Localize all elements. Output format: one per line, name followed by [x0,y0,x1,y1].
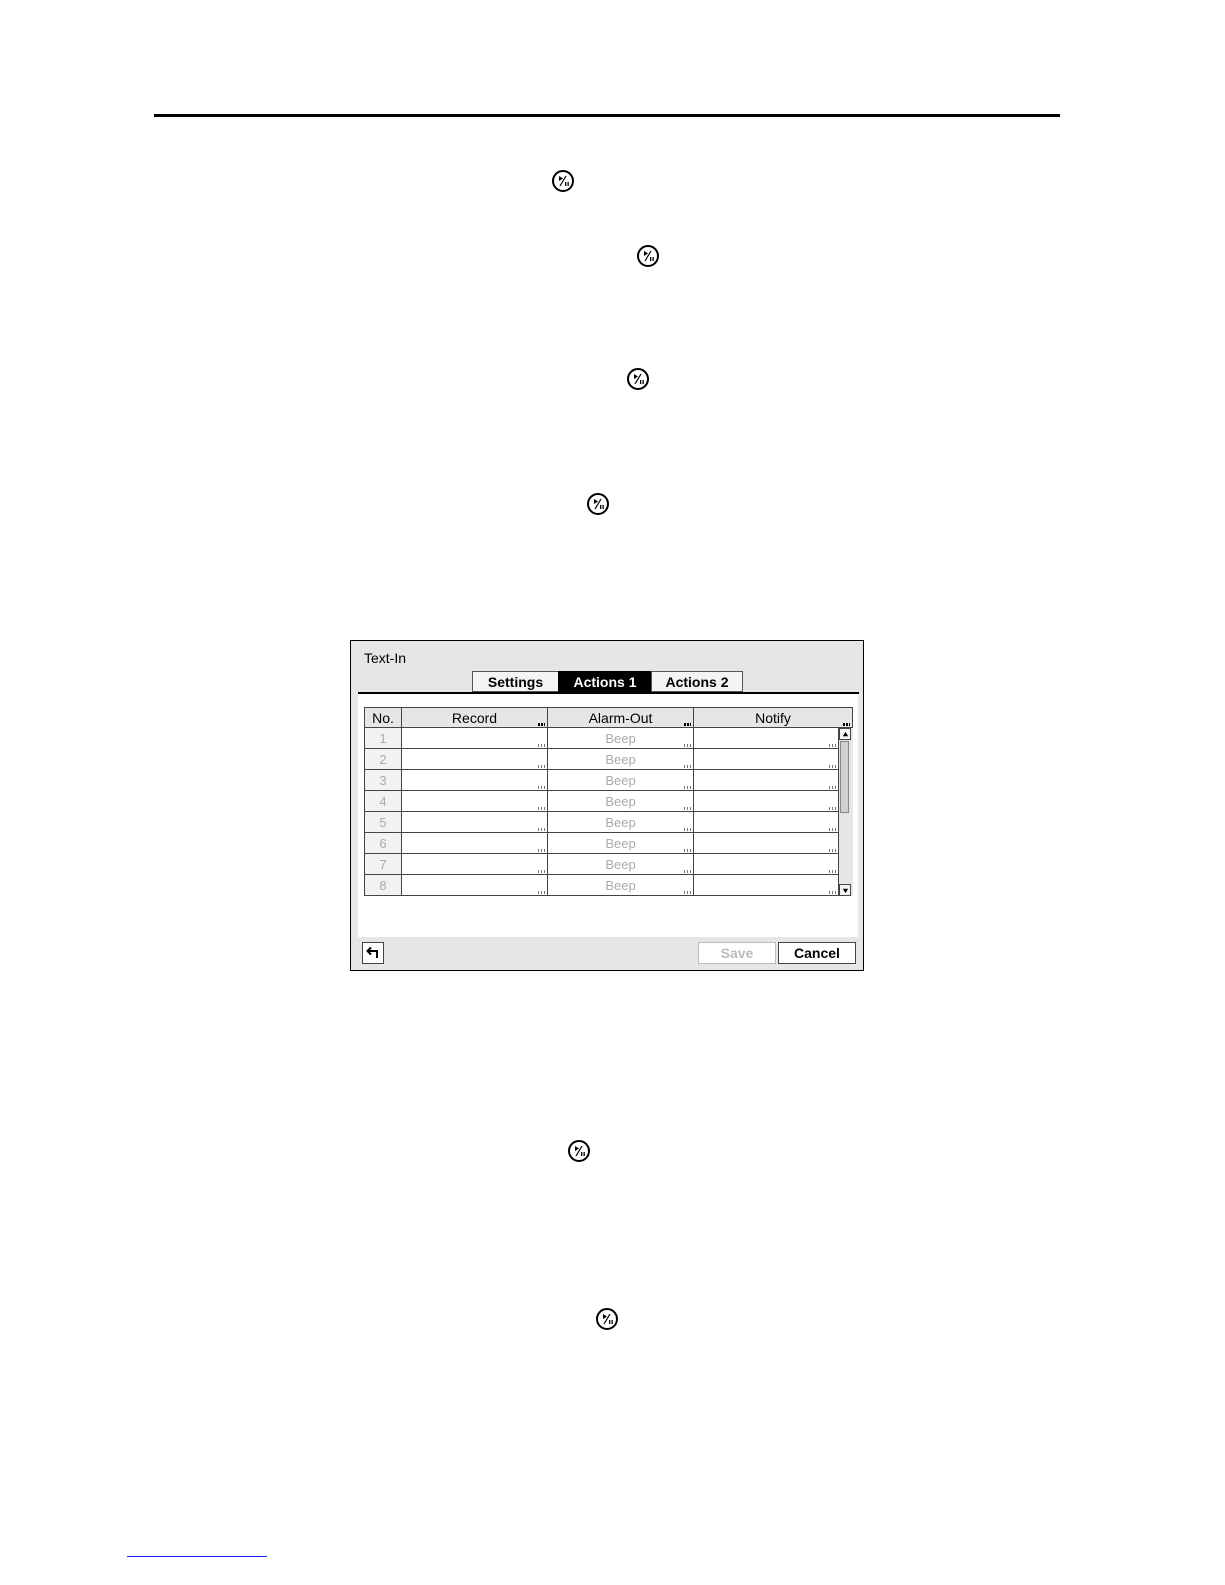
table-row [365,791,853,812]
more-icon [538,849,545,852]
record-cell[interactable] [402,854,548,875]
row-number: 3 [365,770,402,791]
notify-cell[interactable] [694,812,839,833]
record-cell[interactable] [402,770,548,791]
column-header-alarm-out-label: Alarm-Out [588,709,653,726]
more-icon [538,723,545,726]
tab-actions-2[interactable]: Actions 2 [651,671,743,692]
more-icon [684,723,691,726]
return-arrow-icon [365,945,381,961]
alarm-out-value: Beep [605,835,636,851]
tab-bar [472,671,742,693]
column-header-notify-label: Notify [755,709,791,726]
more-icon [829,744,836,747]
record-cell[interactable] [402,749,548,770]
more-icon [538,870,545,873]
alarm-out-cell[interactable] [548,833,694,854]
play-pause-icon [627,368,649,390]
alarm-out-cell[interactable] [548,791,694,812]
play-pause-icon [552,170,574,192]
back-button[interactable] [362,942,384,964]
alarm-out-value: Beep [605,772,636,788]
more-icon [684,807,691,810]
more-icon [538,744,545,747]
actions-table [364,707,853,896]
header-rule [154,114,1060,117]
footer-link-underline [127,1556,267,1557]
alarm-out-value: Beep [605,793,636,809]
notify-cell[interactable] [694,749,839,770]
alarm-out-value: Beep [605,814,636,830]
more-icon [843,723,850,726]
tab-settings[interactable]: Settings [472,671,559,692]
table-row [365,875,853,896]
table-row [365,728,853,749]
more-icon [829,786,836,789]
actions-panel [358,694,858,937]
more-icon [684,828,691,831]
scroll-down-icon[interactable] [839,884,851,896]
row-number: 8 [365,875,402,896]
more-icon [684,870,691,873]
more-icon [829,807,836,810]
more-icon [829,849,836,852]
notify-cell[interactable] [694,833,839,854]
save-button[interactable]: Save [698,942,776,964]
column-header-record-label: Record [451,709,498,726]
scrollbar-thumb[interactable] [840,741,849,813]
more-icon [538,786,545,789]
alarm-out-cell[interactable] [548,812,694,833]
alarm-out-value: Beep [605,877,636,893]
more-icon [538,891,545,894]
record-cell[interactable] [402,812,548,833]
alarm-out-cell[interactable] [548,875,694,896]
more-icon [684,765,691,768]
more-icon [538,765,545,768]
more-icon [829,891,836,894]
more-icon [684,786,691,789]
play-pause-icon [637,245,659,267]
cancel-button[interactable]: Cancel [778,942,856,964]
more-icon [829,765,836,768]
alarm-out-cell[interactable] [548,728,694,749]
column-header-no: No. [365,708,402,728]
alarm-out-value: Beep [605,730,636,746]
alarm-out-cell[interactable] [548,854,694,875]
record-cell[interactable] [402,728,548,749]
row-number: 7 [365,854,402,875]
row-number: 6 [365,833,402,854]
more-icon [684,744,691,747]
column-header-notify[interactable] [694,708,853,728]
notify-cell[interactable] [694,770,839,791]
play-pause-icon [596,1308,618,1330]
more-icon [684,891,691,894]
alarm-out-cell[interactable] [548,770,694,791]
record-cell[interactable] [402,791,548,812]
more-icon [538,807,545,810]
more-icon [538,828,545,831]
table-header-row [365,708,853,728]
column-header-record[interactable] [402,708,548,728]
more-icon [684,849,691,852]
text-in-dialog [350,640,864,971]
alarm-out-value: Beep [605,856,636,872]
table-row [365,749,853,770]
table-row [365,812,853,833]
scroll-up-icon[interactable] [839,728,851,740]
column-header-alarm-out[interactable] [548,708,694,728]
row-number: 1 [365,728,402,749]
tab-actions-1[interactable]: Actions 1 [558,671,652,692]
table-row [365,854,853,875]
play-pause-icon [587,493,609,515]
play-pause-icon [568,1140,590,1162]
row-number: 4 [365,791,402,812]
notify-cell[interactable] [694,875,839,896]
row-number: 5 [365,812,402,833]
scrollbar[interactable] [839,728,853,896]
notify-cell[interactable] [694,791,839,812]
table-row [365,833,853,854]
notify-cell[interactable] [694,728,839,749]
record-cell[interactable] [402,833,548,854]
row-number: 2 [365,749,402,770]
more-icon [829,870,836,873]
record-cell[interactable] [402,875,548,896]
more-icon [829,828,836,831]
alarm-out-value: Beep [605,751,636,767]
dialog-title: Text-In [364,650,407,666]
scrollbar-cell [839,728,853,896]
alarm-out-cell[interactable] [548,749,694,770]
notify-cell[interactable] [694,854,839,875]
table-row [365,770,853,791]
